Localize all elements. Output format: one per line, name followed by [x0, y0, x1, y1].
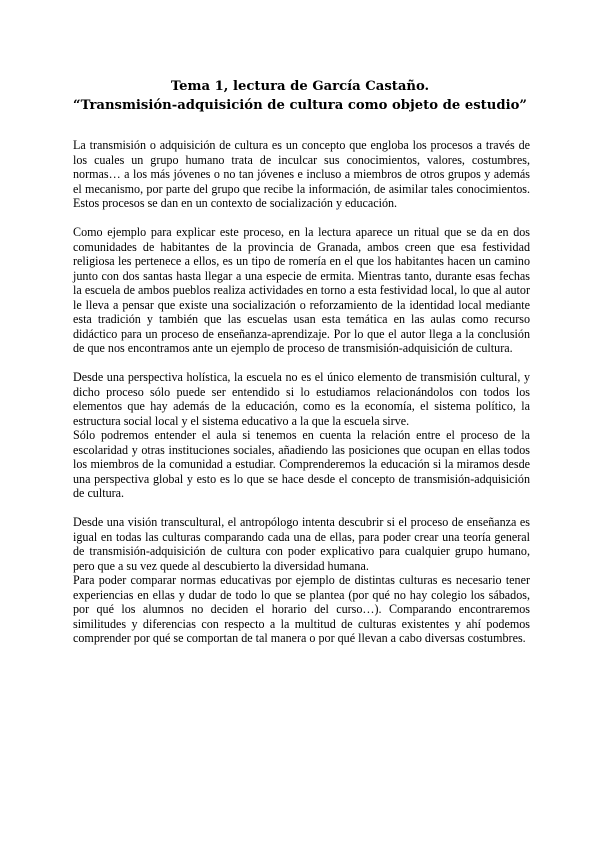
paragraph-3: Desde una perspectiva holística, la escuela no es el único elemento de transmisión cultural, y dicho proceso sólo puede ser entendido si lo estudiamos relacionándolos con todos los elementos que hay además de la educación, como es la economía, el sistema político, la estructura social local y el sistema educativo a la que la escuela sirve.: [73, 370, 530, 428]
paragraph-6: Para poder comparar normas educativas por ejemplo de distintas culturas es necesario tener experiencias en ellas y dudar de todo lo que se plantea (por qué no hay colegio los sábados, por qué los alumnos no deciden el horario del curso…). Comparando encontraremos similitudes y diferencias con respecto a la multitud de culturas existentes y ahí podemos comprender por qué se comportan de tal manera o por qué llevan a cabo diversas costumbres.: [73, 573, 530, 645]
paragraph-2: Como ejemplo para explicar este proceso, en la lectura aparece un ritual que se da en dos comunidades de habitantes de la provincia de Granada, ambos creen que esa festividad religiosa les pertenece a ellos, es un tipo de romería en el que los habitantes hacen un camino junto con dos santas hasta llegar a una especie de ermita. Mientras tanto, durante esas fechas la escuela de ambos pueblos realiza actividades en torno a esta festividad local, lo que al autor le lleva a pensar que existe una socialización o reforzamiento de la identidad local mediante esta tradición y también que las escuelas usan esta temática en las aulas como recurso didáctico para un proceso de enseñanza-aprendizaje. Por lo que el autor llega a la conclusión de que nos encontramos ante un ejemplo de proceso de transmisión-adquisición de cultura.: [73, 225, 530, 355]
paragraph-1: La transmisión o adquisición de cultura es un concepto que engloba los procesos a través de los cuales un grupo humano trata de inculcar sus conocimientos, valores, costumbres, normas… a los más jóvenes o no tan jóvenes e incluso a miembros de otros grupos y además el mecanismo, por parte del grupo que recibe la información, de asimilar tales conocimientos. Estos procesos se dan en un contexto de socialización y educación.: [73, 138, 530, 210]
paragraph-5: Desde una visión transcultural, el antropólogo intenta descubrir si el proceso de enseñanza es igual en todas las culturas comparando cada una de ellas, para poder crear una teoría general de transmisión-adquisición de cultura con poder explicativo para cualquier grupo humano, pero que a su vez quede al descubierto la diversidad humana.: [73, 515, 530, 573]
title-line-2: “Transmisión-adquisición de cultura como objeto de estudio”: [73, 98, 527, 113]
paragraph-4: Sólo podremos entender el aula si tenemos en cuenta la relación entre el proceso de la escolaridad y otras instituciones sociales, añadiendo las posiciones que ocupan en ellas todos los miembros de la comunidad a estudiar. Comprenderemos la educación si la miramos desde una perspectiva global y esto es lo que se hace desde el concepto de transmisión-adquisición de cultura.: [73, 428, 530, 500]
document-body: [73, 138, 530, 646]
document-title: [60, 77, 540, 115]
title-line-1: Tema 1, lectura de García Castaño.: [170, 79, 430, 94]
